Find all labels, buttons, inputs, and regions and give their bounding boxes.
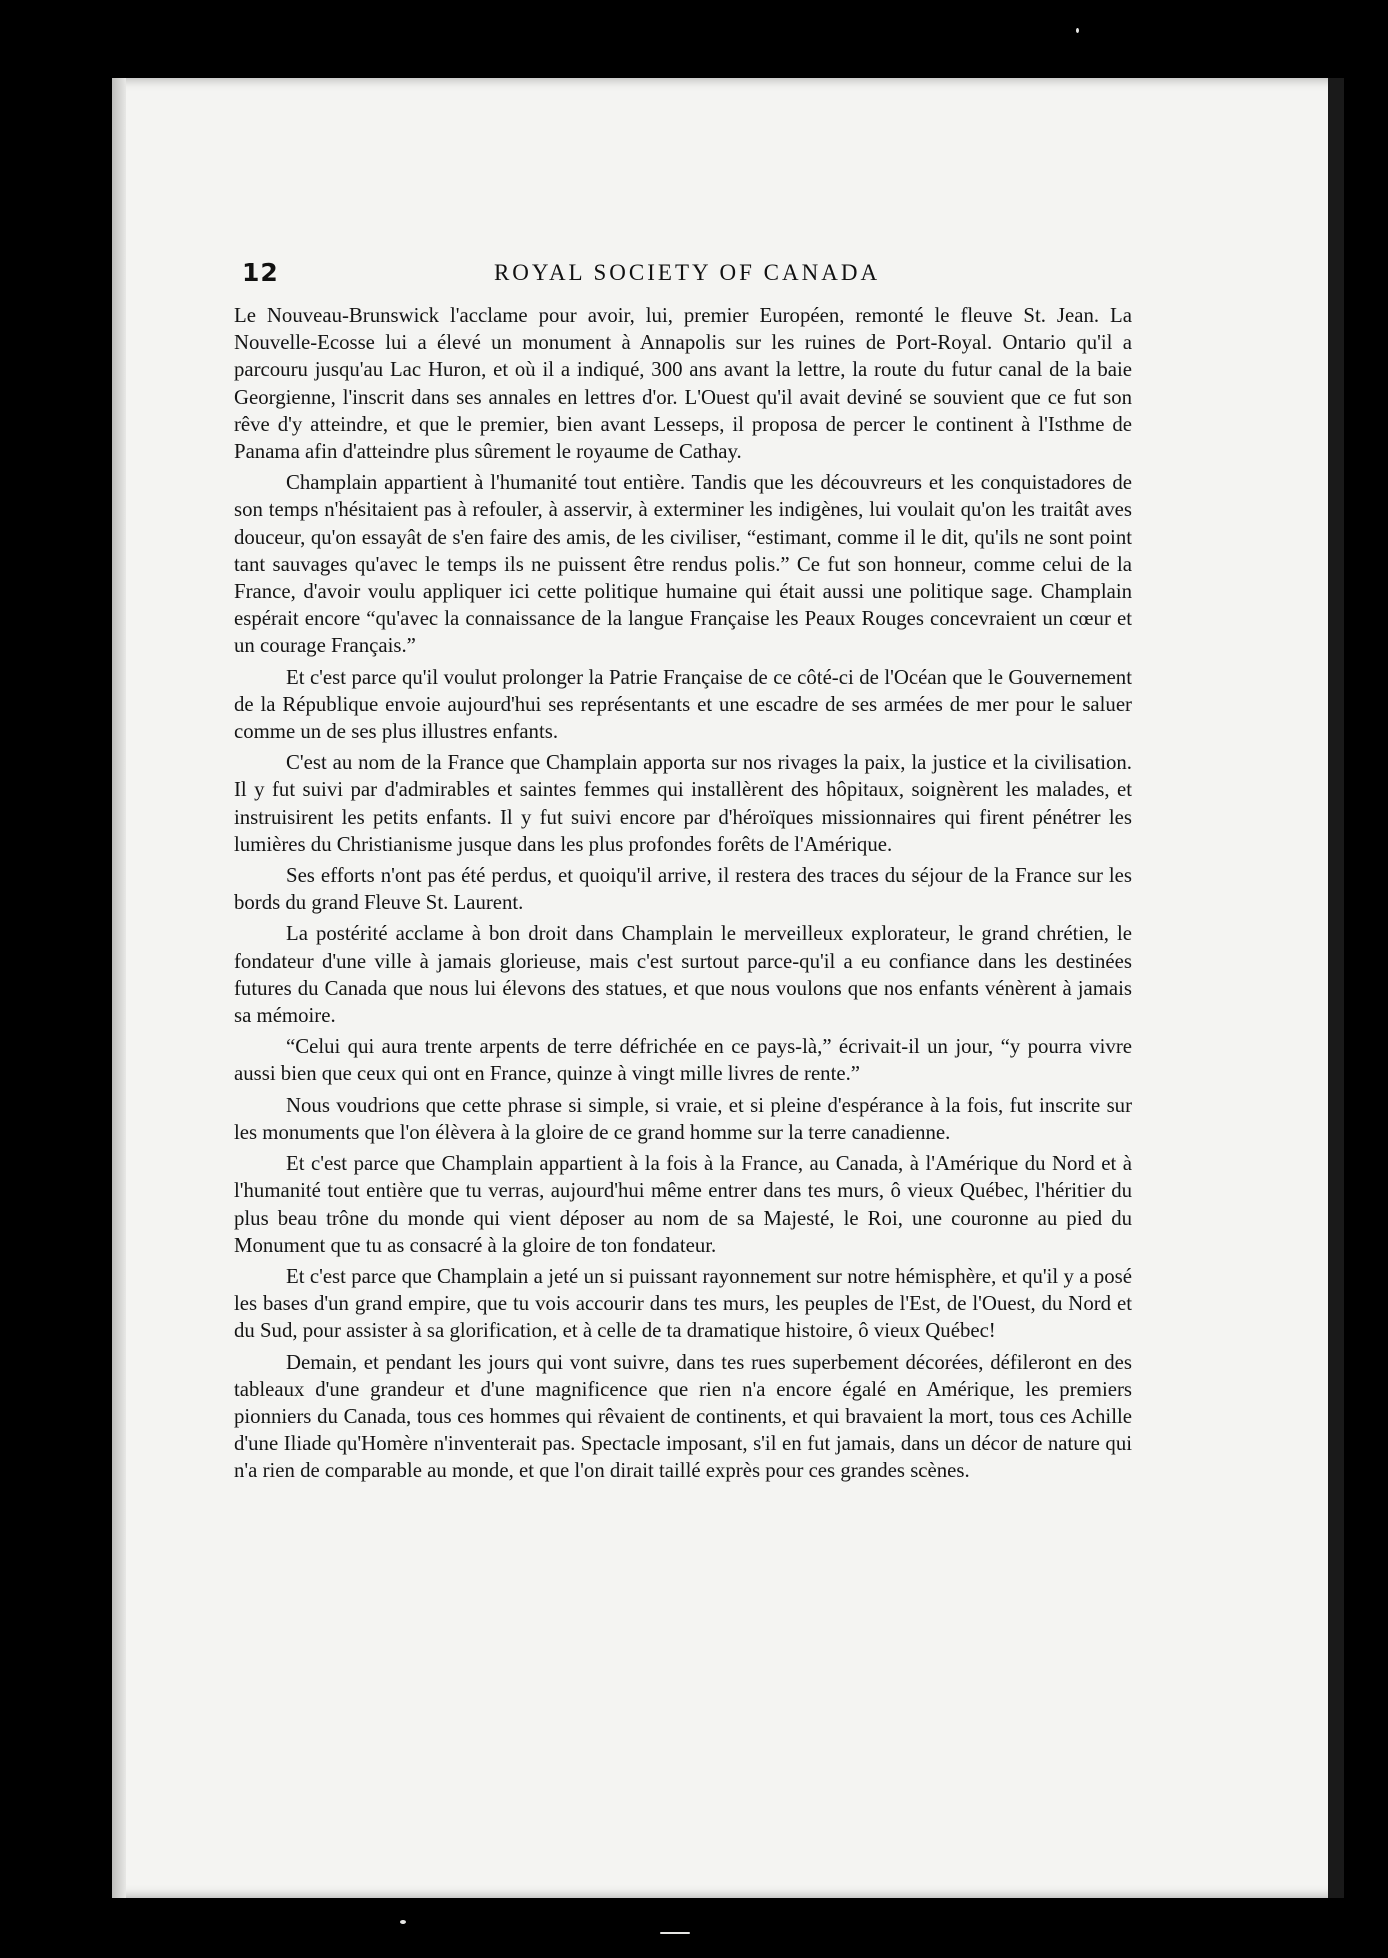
scan-speck [1076,28,1079,33]
paragraph: Ses efforts n'ont pas été perdus, et quoiqu'il arrive, il restera des traces du séjour de la France sur les bords du grand Fleuve St. Laurent. [234,864,1132,915]
paragraph: C'est au nom de la France que Champlain apporta sur nos rivages la paix, la justice et la civilisation. Il y fut suivi par d'admirables et saintes femmes qui installèrent des hôpitaux, soignèrent les malades, et instruisirent les petits enfants. Il y fut suivi encore par d'héroïques missionnaires qui firent pénétrer les lumières du Christianisme jusque dans les plus profondes forêts de l'Amérique. [234,751,1132,856]
paragraph: Et c'est parce que Champlain appartient à la fois à la France, au Canada, à l'Amérique du Nord et à l'humanité tout entière que tu verras, aujourd'hui même entrer dans tes murs, ô vieux Québec, l'héritier du plus beau trône du monde qui vient déposer au nom de sa Majesté, le Roi, une couronne au pied du Monument que tu as consacré à la gloire de ton fondateur. [234,1152,1132,1257]
paragraph: Et c'est parce que Champlain a jeté un si puissant rayonnement sur notre hémisphère, et qu'il y a posé les bases d'un grand empire, que tu vois accourir dans tes murs, les peuples de l'Est, de l'Ouest, du Nord et du Sud, pour assister à sa glorification, et à celle de ta dramatique histoire, ô vieux Québec! [234,1264,1132,1343]
scan-speck [660,1932,690,1934]
paragraph: La postérité acclame à bon droit dans Champlain le merveilleux explorateur, le grand chrétien, le fondateur d'une ville à jamais glorieuse, mais c'est surtout parce-qu'il a eu confiance dans les destinées futures du Canada que nous lui élevons des statues, et que nous voulons que nos enfants vénèrent à jamais sa mémoire. [234,922,1132,1028]
paragraph: “Celui qui aura trente arpents de terre défrichée en ce pays-là,” écrivait-il un jour, “y pourra vivre aussi bien que ceux qui ont en France, quinze à vingt mille livres de rente.” [234,1035,1132,1086]
page-number: 12 [242,258,279,287]
paragraph: Champlain appartient à l'humanité tout entière. Tandis que les découvreurs et les conquistadores de son temps n'hésitaient pas à refouler, à asservir, à exterminer les indigènes, lui voulait qu'on les traitât aves douceur, qu'on essayât de s'en faire des amis, de les civiliser, “estimant, comme il le dit, qu'ils ne sont point tant sauvages qu'avec le temps ils ne puissent être rendus polis.” Ce fut son honneur, comme celui de la France, d'avoir voulu appliquer ici cette politique humaine qui était aussi une politique sage. Champlain espérait encore “qu'avec la connaissance de la langue Française les Peaux Rouges concevraient un cœur et un courage Français.” [234,471,1132,658]
paragraph: Demain, et pendant les jours qui vont suivre, dans tes rues superbement décorées, défileront en des tableaux d'une grandeur et d'une magnificence que rien n'a encore égalé en Amérique, les premiers pionniers du Canada, tous ces hommes qui rêvaient de continents, et qui bravaient la mort, tous ces Achille d'une Iliade qu'Homère n'inventerait pas. Spectacle imposant, s'il en fut jamais, dans un décor de nature qui n'a rien de comparable au monde, et que l'on dirait taillé exprès pour ces grandes scènes. [234,1350,1132,1483]
binding-shadow [1328,78,1344,1898]
paragraph: Et c'est parce qu'il voulut prolonger la Patrie Française de ce côté-ci de l'Océan que le Gouvernement de la République envoie aujourd'hui ses représentants et une escadre de ses armées de mer pour le saluer comme un de ses plus illustres enfants. [234,665,1132,744]
paragraph: Nous voudrions que cette phrase si simple, si vraie, et si pleine d'espérance à la fois, fut inscrite sur les monuments que l'on élèvera à la gloire de ce grand homme sur la terre canadienne. [234,1093,1132,1144]
scan-speck [400,1920,406,1924]
paragraph: Le Nouveau-Brunswick l'acclame pour avoir, lui, premier Européen, remonté le fleuve St. Jean. La Nouvelle-Ecosse lui a élevé un monument à Annapolis sur les ruines de Port-Royal. Ontario qu'il a parcouru jusqu'au Lac Huron, et où il a indiqué, 300 ans avant la lettre, la route du futur canal de la baie Georgienne, l'inscrit dans ses annales en lettres d'or. L'Ouest qu'il avait deviné se souvient que ce fut son rêve d'y atteindre, et que le premier, bien avant Lesseps, il proposa de percer le continent à l'Isthme de Panama afin d'atteindre plus sûrement le royaume de Cathay. [234,304,1132,464]
running-title: ROYAL SOCIETY OF CANADA [493,260,881,285]
page-left-edge [112,78,126,1898]
running-header [242,258,1132,292]
body-text [234,302,1132,1822]
